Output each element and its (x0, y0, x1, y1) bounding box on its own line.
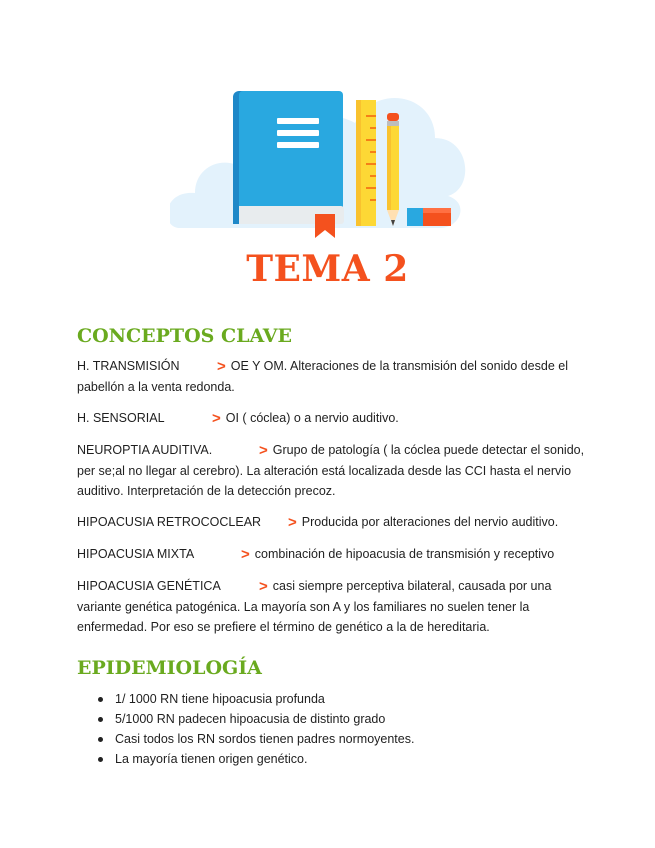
header-illustration (0, 0, 655, 240)
list-item: La mayoría tienen origen genético. (98, 749, 414, 769)
arrow-right-icon: > (288, 514, 297, 531)
arrow-right-icon: > (241, 546, 250, 563)
definition-text: Grupo de patología ( la cóclea puede detectar el sonido, per se;al no llegar al cerebro). La alteración está localizada desde las CCI hasta el nervio auditivo. Interpretación de la detección precoz. (77, 443, 585, 498)
list-item: Casi todos los RN sordos tienen padres normoyentes. (98, 729, 414, 749)
arrow-right-icon: > (212, 410, 221, 427)
definition-term: NEUROPTIA AUDITIVA. (77, 443, 213, 457)
definition-item (77, 440, 587, 501)
definition-text: casi siempre perceptiva bilateral, causada por una variante genética patogénica. La mayoría son A y los familiares no suelen tener la enfermedad. Por eso se prefiere el término de genético a la de hereditaria. (77, 579, 552, 634)
eraser-icon (407, 208, 451, 226)
section-heading-conceptos: CONCEPTOS CLAVE (77, 325, 293, 347)
definition-term: HIPOACUSIA RETROCOCLEAR (77, 515, 262, 529)
definition-item (77, 408, 587, 429)
definition-item (77, 512, 587, 533)
arrow-right-icon: > (217, 358, 226, 375)
arrow-right-icon: > (259, 578, 268, 595)
definition-text: OI ( cóclea) o a nervio auditivo. (225, 411, 399, 425)
definition-item (77, 544, 587, 565)
bookmark-icon (315, 214, 335, 238)
definition-term: H. SENSORIAL (77, 411, 165, 425)
epidemiologia-list (98, 689, 414, 769)
illustration-svg (170, 78, 470, 240)
book-icon (233, 91, 344, 224)
definition-item (77, 576, 587, 637)
section-heading-epidemiologia: EPIDEMIOLOGÍA (77, 657, 262, 679)
definition-term: HIPOACUSIA MIXTA (77, 547, 195, 561)
ruler-icon (356, 100, 376, 226)
list-item: 1/ 1000 RN tiene hipoacusia profunda (98, 689, 414, 709)
definition-term: H. TRANSMISIÓN (77, 359, 180, 373)
definition-text: combinación de hipoacusia de transmisión y receptivo (254, 547, 555, 561)
definition-item (77, 356, 587, 397)
pencil-icon (387, 113, 399, 226)
page-title: TEMA 2 (246, 248, 409, 290)
definition-text: Producida por alteraciones del nervio auditivo. (301, 515, 559, 529)
definition-text: OE Y OM. Alteraciones de la transmisión del sonido desde el pabellón a la venta redonda. (77, 359, 568, 394)
definition-term: HIPOACUSIA GENÉTICA (77, 579, 221, 593)
arrow-right-icon: > (259, 442, 268, 459)
definitions-list (77, 356, 587, 648)
list-item: 5/1000 RN padecen hipoacusia de distinto grado (98, 709, 414, 729)
